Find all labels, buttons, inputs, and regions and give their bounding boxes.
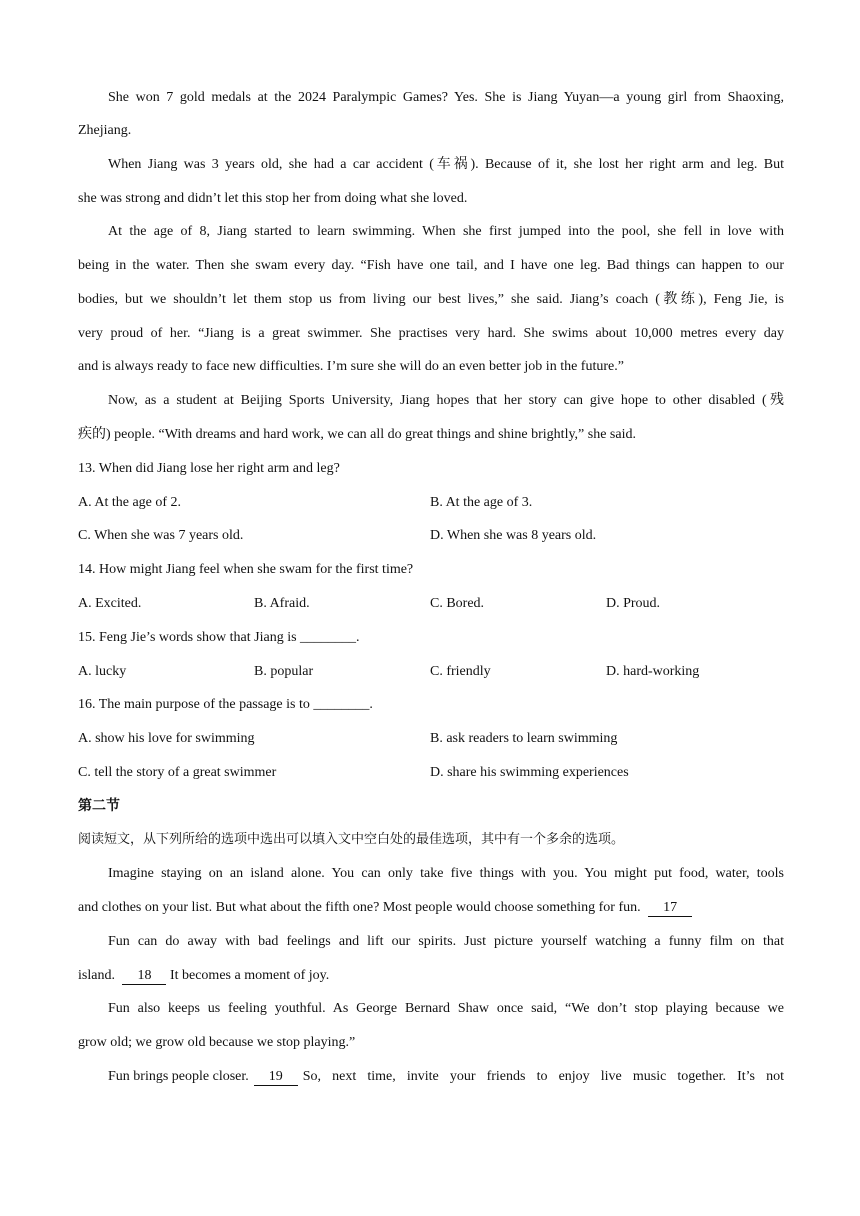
question-15-option-a[interactable]: A. lucky — [78, 664, 127, 679]
question-16-stem: 16. The main purpose of the passage is to ________. — [78, 697, 373, 712]
question-13-stem: 13. When did Jiang lose her right arm and leg? — [78, 461, 340, 476]
passage-p1-line2: Zhejiang. — [78, 123, 132, 138]
question-14-option-c[interactable]: C. Bored. — [430, 596, 485, 611]
question-13-option-b[interactable]: B. At the age of 3. — [430, 495, 533, 510]
section2-p3-line1: Fun also keeps us feeling youthful. As George Bernard Shaw once said, “We don’t stop playing because we — [108, 1001, 784, 1016]
question-16-option-a[interactable]: A. show his love for swimming — [78, 731, 255, 746]
question-15-option-d[interactable]: D. hard-working — [606, 664, 700, 679]
question-15-stem: 15. Feng Jie’s words show that Jiang is ________. — [78, 630, 360, 645]
question-13-option-a[interactable]: A. At the age of 2. — [78, 495, 182, 510]
passage-p1-line1: She won 7 gold medals at the 2024 Paralympic Games? Yes. She is Jiang Yuyan—a young girl from Shaoxing, — [108, 90, 784, 105]
section2-p1-text: and clothes on your list. But what about the fifth one? Most people would choose something for fun. — [78, 900, 641, 915]
question-13-option-c[interactable]: C. When she was 7 years old. — [78, 528, 244, 543]
question-14-option-a[interactable]: A. Excited. — [78, 596, 142, 611]
question-16-option-b[interactable]: B. ask readers to learn swimming — [430, 731, 618, 746]
question-15-option-c[interactable]: C. friendly — [430, 664, 491, 679]
passage-p3-line5: and is always ready to face new difficulties. I’m sure she will do an even better job in the future.” — [78, 359, 624, 374]
blank-19[interactable]: 19 — [254, 1069, 298, 1086]
blank-18[interactable]: 18 — [122, 968, 166, 985]
passage-p4-line2: 疾的) people. “With dreams and hard work, we can all do great things and shine brightly,” she said. — [78, 427, 636, 442]
blank-17[interactable]: 17 — [648, 900, 692, 917]
section2-p1-line2 — [78, 898, 692, 918]
passage-p3-line4: very proud of her. “Jiang is a great swimmer. She practises very hard. She swims about 10,000 metres every day — [78, 326, 784, 341]
section2-p2-text-a: island. — [78, 968, 115, 983]
passage-p3-line3: bodies, but we shouldn’t let them stop us from living our best lives,” she said. Jiang’s coach (教练), Feng Jie, is — [78, 292, 784, 307]
section2-p3-line2: grow old; we grow old because we stop playing.” — [78, 1035, 356, 1050]
question-14-option-d[interactable]: D. Proud. — [606, 596, 661, 611]
section2-p2-line1: Fun can do away with bad feelings and lift our spirits. Just picture yourself watching a funny film on that — [108, 934, 784, 949]
section-instruction: 阅读短文，从下列所给的选项中选出可以填入文中空白处的最佳选项，其中有一个多余的选项。 — [78, 832, 625, 847]
section2-p2-line2 — [78, 966, 329, 986]
section-heading: 第二节 — [78, 798, 120, 814]
question-16-option-c[interactable]: C. tell the story of a great swimmer — [78, 765, 277, 780]
passage-p2-line2: she was strong and didn’t let this stop her from doing what she loved. — [78, 191, 468, 206]
passage-p3-line2: being in the water. Then she swam every day. “Fish have one tail, and I have one leg. Bad things can happen to our — [78, 258, 784, 273]
question-16-option-d[interactable]: D. share his swimming experiences — [430, 765, 629, 780]
question-13-option-d[interactable]: D. When she was 8 years old. — [430, 528, 597, 543]
section2-p4-text-b: So, next time, invite your friends to enjoy live music together. It’s not — [302, 1069, 784, 1084]
question-15-option-b[interactable]: B. popular — [254, 664, 314, 679]
passage-p2-line1: When Jiang was 3 years old, she had a car accident (车祸). Because of it, she lost her right arm and leg. But — [108, 157, 784, 172]
passage-p3-line1: At the age of 8, Jiang started to learn swimming. When she first jumped into the pool, she fell in love with — [108, 224, 784, 239]
section2-p4-line1 — [108, 1067, 784, 1087]
section2-p4-text-a: Fun brings people closer. — [108, 1069, 249, 1084]
section2-p1-line1: Imagine staying on an island alone. You can only take five things with you. You might put food, water, tools — [108, 866, 784, 881]
section2-p2-text-b: It becomes a moment of joy. — [169, 968, 330, 983]
question-14-option-b[interactable]: B. Afraid. — [254, 596, 310, 611]
question-14-stem: 14. How might Jiang feel when she swam for the first time? — [78, 562, 414, 577]
passage-p4-line1: Now, as a student at Beijing Sports University, Jiang hopes that her story can give hope to other disabled (残 — [108, 393, 784, 408]
